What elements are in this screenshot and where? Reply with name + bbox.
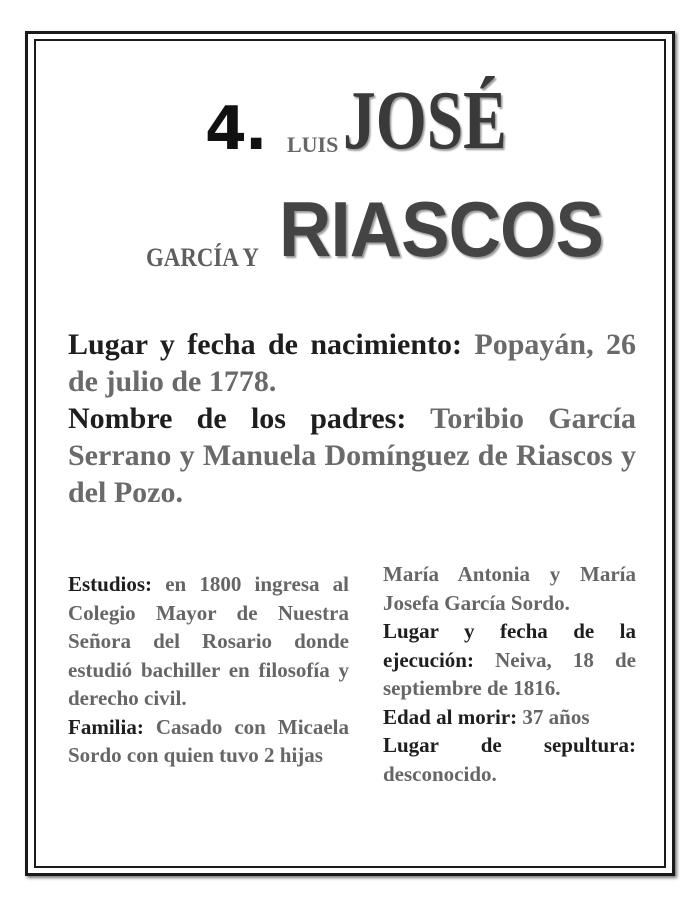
age-label: Edad al morir: xyxy=(383,704,518,729)
execution-paragraph xyxy=(383,617,636,703)
birth-value: Popayán, 26 de julio de 1778. xyxy=(68,328,636,398)
age-paragraph xyxy=(383,703,636,732)
parents-label: Nombre de los padres: xyxy=(68,402,407,435)
age-value: 37 años xyxy=(522,704,590,729)
studies-paragraph xyxy=(68,570,349,713)
entry-number: 4. xyxy=(205,94,266,164)
family-continued: María Antonia y María Josefa García Sordo. xyxy=(383,562,636,615)
execution-label: Lugar y fecha de la ejecución: xyxy=(383,619,636,672)
given-name-large: JOSÉ xyxy=(343,74,507,167)
main-info xyxy=(68,326,636,511)
right-column xyxy=(383,560,636,788)
title-first-line xyxy=(205,72,525,172)
surname-large: RIASCOS xyxy=(279,185,604,273)
studies-label: Estudios: xyxy=(68,572,153,596)
birth-label: Lugar y fecha de nacimiento: xyxy=(68,328,462,361)
family-continued-paragraph xyxy=(383,560,636,617)
burial-label: Lugar de sepultura: xyxy=(383,733,636,757)
family-value: Casado con Micaela Sordo con quien tuvo 2 hijas xyxy=(68,714,350,767)
studies-value: en 1800 ingresa al Colegio Mayor de Nuestra Señora del Rosario donde estudió bachiller en filosofía y derecho civil. xyxy=(68,572,349,710)
first-name: LUIS xyxy=(287,132,339,157)
parents-value: Toribio García Serrano y Manuela Domínguez de Riascos y del Pozo. xyxy=(68,402,637,509)
burial-paragraph xyxy=(383,731,636,788)
birth-paragraph xyxy=(68,326,636,400)
left-column xyxy=(68,570,349,770)
execution-value: Neiva, 18 de septiembre de 1816. xyxy=(383,647,636,700)
parents-paragraph xyxy=(68,400,636,511)
burial-value: desconocido. xyxy=(383,761,497,786)
surname-small: GARCÍA Y xyxy=(146,243,259,272)
family-paragraph xyxy=(68,713,349,770)
family-label: Familia: xyxy=(68,714,144,739)
